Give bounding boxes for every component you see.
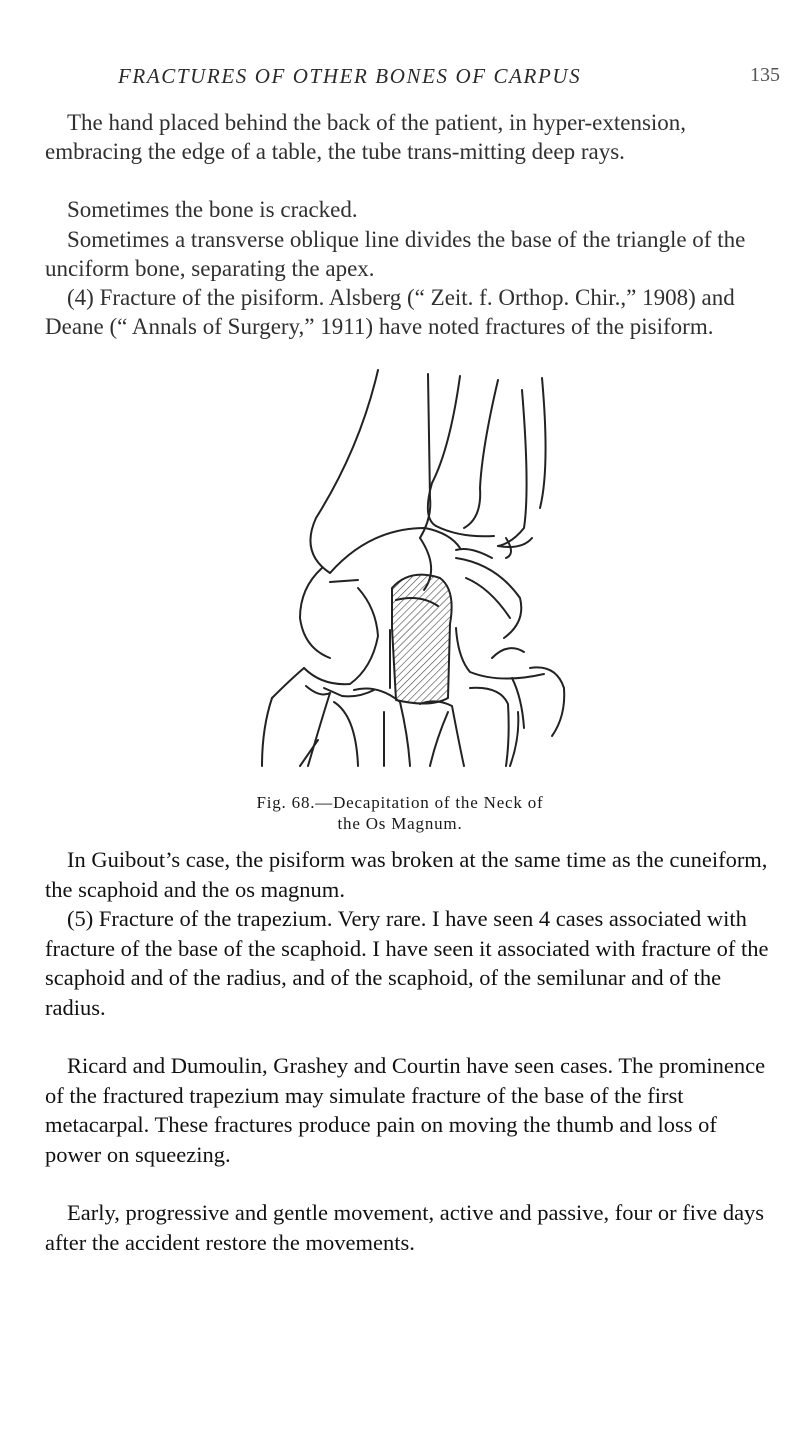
- figure-caption-line-2: the Os Magnum.: [337, 814, 463, 833]
- paragraph-guibout-case: In Guibout’s case, the pisiform was broken at the same time as the cuneiform, the scaphoid and the os magnum.: [45, 847, 768, 902]
- paragraph-early-movement: Early, progressive and gentle movement, active and passive, four or five days after the accident restore the movements.: [45, 1200, 765, 1255]
- paragraph-bone-cracked: Sometimes the bone is cracked.: [67, 197, 358, 222]
- paragraph-unciform-line: Sometimes a transverse oblique line divides the base of the triangle of the unciform bone, separating the apex.: [45, 227, 746, 281]
- paragraph-hyperextension: The hand placed behind the back of the patient, in hyper-extension, embracing the edge of a table, the tube trans-mitting deep rays.: [45, 110, 687, 164]
- running-head: [0, 64, 800, 92]
- paragraph-trapezium-fracture: (5) Fracture of the trapezium. Very rare. I have seen 4 cases associated with fracture of the base of the scaphoid. I have seen it associated with fracture of the scaphoid and of the radius, and of the scaphoid, of the semilunar and of the radius.: [45, 906, 769, 1020]
- page-number: 135: [750, 64, 780, 86]
- running-head-title: FRACTURES OF OTHER BONES OF CARPUS: [118, 64, 582, 88]
- figure-os-magnum-drawing: [260, 368, 590, 790]
- paragraph-ricard-dumoulin: Ricard and Dumoulin, Grashey and Courtin have seen cases. The prominence of the fractured trapezium may simulate fracture of the base of the first metacarpal. These fractures produce pain on moving the thumb and loss of power on squeezing.: [45, 1053, 766, 1167]
- paragraph-pisiform-fracture: (4) Fracture of the pisiform. Alsberg (“ Zeit. f. Orthop. Chir.,” 1908) and Deane (“ Annals of Surgery,” 1911) have noted fractures of the pisiform.: [45, 285, 735, 339]
- figure-caption-line-1: Fig. 68.—Decapitation of the Neck of: [256, 793, 544, 812]
